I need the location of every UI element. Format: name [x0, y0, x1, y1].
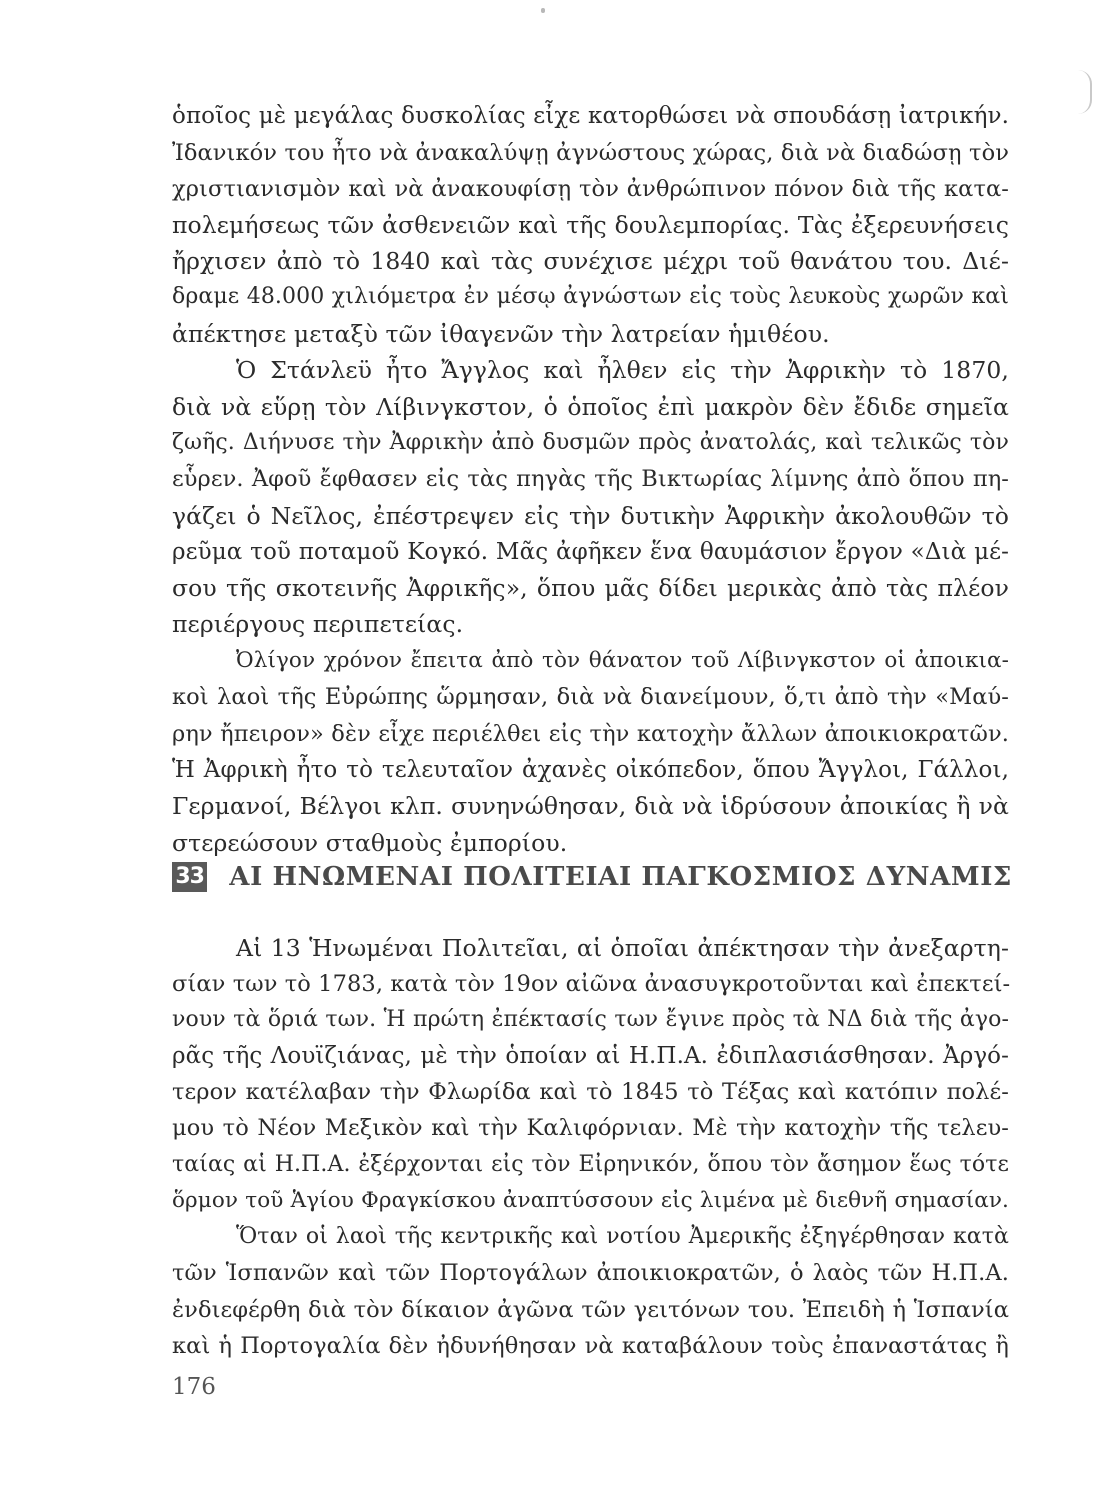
text-line: καὶ ἡ Πορτογαλία δὲν ἠδυνήθησαν νὰ καταβάλουν τοὺς ἐπαναστάτας ἢ: [172, 1333, 1009, 1359]
text-line: πολεμήσεως τῶν ἀσθενειῶν καὶ τῆς δουλεμπορίας. Τὰς ἐξερευνήσεις: [172, 211, 1009, 239]
text-line: ρην ἤπειρον» δὲν εἶχε περιέλθει εἰς τὴν κατοχὴν ἄλλων ἀποικιοκρατῶν.: [172, 721, 1009, 747]
text-line: διὰ νὰ εὕρῃ τὸν Λίβινγκστον, ὁ ὁποῖος ἐπὶ μακρὸν δὲν ἔδιδε σημεῖα: [172, 393, 1009, 421]
text-line: περιέργους περιπετείας.: [172, 610, 464, 638]
scan-speck: [541, 8, 545, 13]
section-title: ΑΙ ΗΝΩΜΕΝΑΙ ΠΟΛΙΤΕΙΑΙ ΠΑΓΚΟΣΜΙΟΣ ΔΥΝΑΜΙΣ: [229, 862, 1012, 892]
text-line: ἤρχισεν ἀπὸ τὸ 1840 καὶ τὰς συνέχισε μέχρι τοῦ θανάτου του. Διέ-: [172, 247, 1009, 275]
text-line: ρᾶς τῆς Λουϊζιάνας, μὲ τὴν ὁποίαν αἱ Η.Π.Α. ἐδιπλασιάσθησαν. Ἀργό-: [172, 1043, 1009, 1069]
text-line: στερεώσουν σταθμοὺς ἐμπορίου.: [172, 829, 568, 857]
text-line: ὅρμον τοῦ Ἁγίου Φραγκίσκου ἀναπτύσσουν εἰς λιμένα μὲ διεθνῆ σημασίαν.: [172, 1188, 1009, 1213]
text-line: νουν τὰ ὅριά των. Ἡ πρώτη ἐπέκτασίς των ἔγινε πρὸς τὰ ΝΔ διὰ τῆς ἀγο-: [172, 1007, 1009, 1032]
text-line: ταίας αἱ Η.Π.Α. ἐξέρχονται εἰς τὸν Εἰρηνικόν, ὅπου τὸν ἄσημον ἕως τότε: [172, 1152, 1009, 1177]
text-line: Ὅταν οἱ λαοὶ τῆς κεντρικῆς καὶ νοτίου Ἀμερικῆς ἐξηγέρθησαν κατὰ: [236, 1224, 1009, 1249]
text-line: Ὀλίγον χρόνον ἔπειτα ἀπὸ τὸν θάνατον τοῦ Λίβινγκστον οἱ ἀποικια-: [236, 648, 1009, 673]
text-line: Ἰδανικόν του ἦτο νὰ ἀνακαλύψῃ ἀγνώστους χώρας, διὰ νὰ διαδώσῃ τὸν: [172, 140, 1009, 166]
text-line: τερον κατέλαβαν τὴν Φλωρίδα καὶ τὸ 1845 τὸ Τέξας καὶ κατόπιν πολέ-: [172, 1079, 1009, 1105]
text-line: χριστιανισμὸν καὶ νὰ ἀνακουφίσῃ τὸν ἀνθρώπινον πόνον διὰ τῆς κατα-: [172, 176, 1009, 202]
section-number-badge: 33: [172, 862, 207, 892]
text-line: Γερμανοί, Βέλγοι κλπ. συνηνώθησαν, διὰ νὰ ἱδρύσουν ἀποικίας ἢ νὰ: [172, 792, 1009, 820]
section-heading: [172, 860, 1012, 894]
text-line: μου τὸ Νέον Μεξικὸν καὶ τὴν Καλιφόρνιαν. Μὲ τὴν κατοχὴν τῆς τελευ-: [172, 1115, 1009, 1141]
text-line: δραμε 48.000 χιλιόμετρα ἐν μέσῳ ἀγνώστων εἰς τοὺς λευκοὺς χωρῶν καὶ: [172, 284, 1009, 309]
text-line: γάζει ὁ Νεῖλος, ἐπέστρεψεν εἰς τὴν δυτικὴν Ἀφρικὴν ἀκολουθῶν τὸ: [172, 502, 1009, 530]
margin-bracket-mark: [1078, 70, 1092, 114]
text-line: ρεῦμα τοῦ ποταμοῦ Κογκό. Μᾶς ἀφῆκεν ἕνα θαυμάσιον ἔργον «Διὰ μέ-: [172, 539, 1009, 565]
page-number: 176: [172, 1374, 216, 1400]
text-line: ἐνδιεφέρθη διὰ τὸν δίκαιον ἀγῶνα τῶν γειτόνων του. Ἐπειδὴ ἡ Ἱσπανία: [172, 1297, 1009, 1323]
text-line: σου τῆς σκοτεινῆς Ἀφρικῆς», ὅπου μᾶς δίδει μερικὰς ἀπὸ τὰς πλέον: [172, 574, 1009, 602]
text-line: Ὁ Στάνλεϋ ἦτο Ἄγγλος καὶ ἦλθεν εἰς τὴν Ἀφρικὴν τὸ 1870,: [236, 356, 1009, 384]
text-line: εὗρεν. Ἀφοῦ ἔφθασεν εἰς τὰς πηγὰς τῆς Βικτωρίας λίμνης ἀπὸ ὅπου πη-: [172, 466, 1009, 492]
text-line: ἀπέκτησε μεταξὺ τῶν ἰθαγενῶν τὴν λατρείαν ἡμιθέου.: [172, 320, 830, 348]
text-line: Ἡ Ἀφρικὴ ἦτο τὸ τελευταῖον ἀχανὲς οἰκόπεδον, ὅπου Ἄγγλοι, Γάλλοι,: [172, 757, 1009, 783]
text-line: τῶν Ἱσπανῶν καὶ τῶν Πορτογάλων ἀποικιοκρατῶν, ὁ λαὸς τῶν Η.Π.Α.: [172, 1260, 1009, 1286]
text-line: ζωῆς. Διήνυσε τὴν Ἀφρικὴν ἀπὸ δυσμῶν πρὸς ἀνατολάς, καὶ τελικῶς τὸν: [172, 430, 1009, 455]
text-line: σίαν των τὸ 1783, κατὰ τὸν 19ον αἰῶνα ἀνασυγκροτοῦνται καὶ ἐπεκτεί-: [172, 971, 1011, 997]
text-line: κοὶ λαοὶ τῆς Εὐρώπης ὥρμησαν, διὰ νὰ διανείμουν, ὅ,τι ἀπὸ τὴν «Μαύ-: [172, 684, 1009, 710]
text-line: Αἱ 13 Ἡνωμέναι Πολιτεῖαι, αἱ ὁποῖαι ἀπέκτησαν τὴν ἀνεξαρτη-: [236, 934, 1009, 962]
text-line: ὁποῖος μὲ μεγάλας δυσκολίας εἶχε κατορθώσει νὰ σπουδάσῃ ἰατρικήν.: [172, 103, 1009, 129]
